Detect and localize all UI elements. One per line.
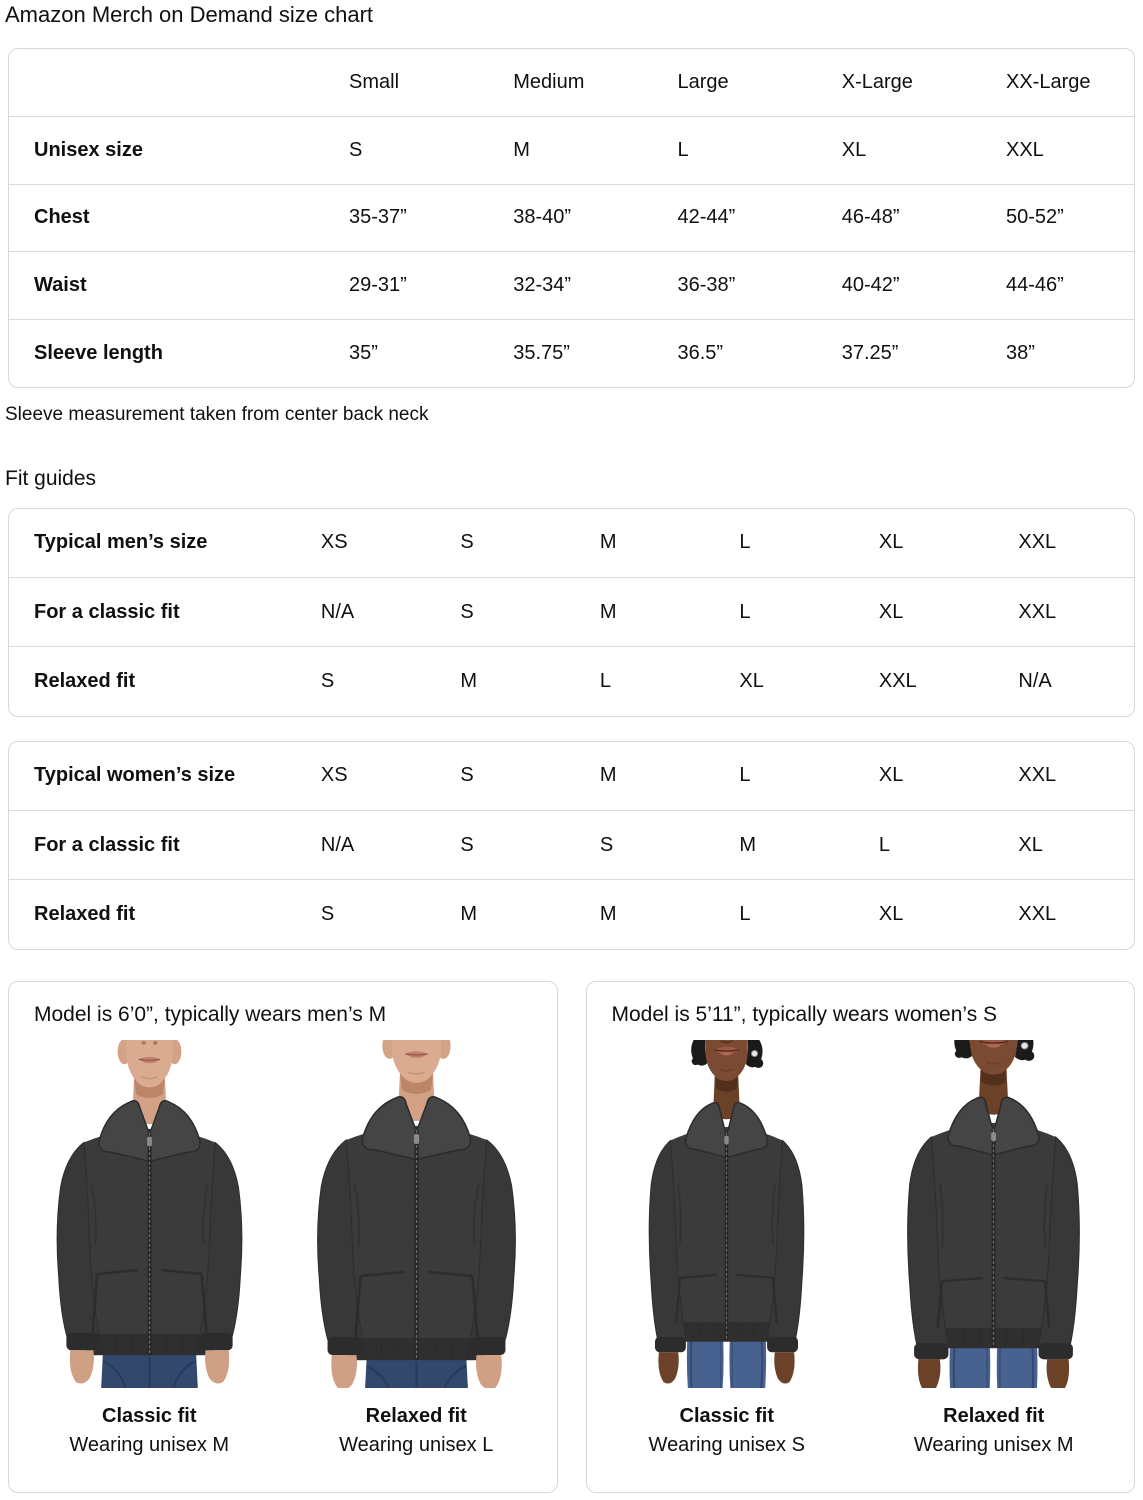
size-cell: S: [460, 764, 474, 787]
size-cell: XXL: [878, 669, 917, 692]
size-cell: L: [677, 138, 689, 161]
size-cell: XL: [878, 600, 904, 623]
measure-cell: 38-40”: [513, 206, 572, 229]
model-card-womens: [586, 981, 1136, 1493]
size-cell: XS: [320, 764, 348, 787]
womens-fit-table: [8, 741, 1135, 950]
page-title: Amazon Merch on Demand size chart: [5, 2, 374, 27]
fit-label: Relaxed fit: [943, 1404, 1045, 1427]
row-label: Relaxed fit: [34, 902, 136, 925]
measure-cell: 50-52”: [1006, 206, 1064, 229]
table-row-classic-fit: [9, 811, 1134, 880]
table-row-unisex-size: [9, 117, 1134, 185]
size-cell: S: [349, 138, 363, 161]
row-label: Relaxed fit: [34, 669, 136, 692]
model-photo-womens-classic: [610, 1040, 843, 1388]
measure-cell: 36-38”: [677, 273, 736, 296]
measure-cell: 35-37”: [349, 206, 407, 229]
size-cell: M: [599, 902, 617, 925]
row-label: Sleeve length: [34, 341, 163, 364]
sleeve-measurement-note: Sleeve measurement taken from center back neck: [5, 403, 429, 425]
measure-cell: 37.25”: [841, 341, 899, 364]
figure-mens-classic: [33, 1040, 266, 1457]
size-cell: XXL: [1018, 902, 1057, 925]
wearing-label: Wearing unisex M: [69, 1433, 230, 1456]
table-row-classic-fit: [9, 578, 1134, 647]
size-cell: S: [320, 669, 335, 692]
size-cell: S: [599, 833, 614, 856]
wearing-label: Wearing unisex S: [648, 1433, 805, 1456]
row-label: Waist: [34, 273, 87, 296]
row-label: For a classic fit: [34, 600, 180, 623]
size-cell: XS: [320, 531, 348, 554]
fit-label: Relaxed fit: [365, 1404, 467, 1427]
figure-womens-relaxed: [877, 1040, 1110, 1457]
size-cell: XL: [878, 902, 904, 925]
size-cell: L: [599, 669, 611, 692]
figure-mens-relaxed: [300, 1040, 533, 1457]
model-fit-cards: [8, 981, 1135, 1493]
size-cell: L: [739, 902, 751, 925]
size-cell: XXL: [1006, 138, 1044, 161]
measure-cell: 44-46”: [1006, 273, 1064, 296]
measure-cell: 36.5”: [677, 341, 724, 364]
size-cell: M: [460, 669, 478, 692]
model-photo-mens-classic: [33, 1040, 266, 1388]
table-row-relaxed-fit: [9, 647, 1134, 716]
table-row-relaxed-fit: [9, 880, 1134, 949]
column-header-medium: Medium: [513, 71, 585, 93]
size-cell: XL: [878, 531, 904, 554]
female-model-illustration: [877, 1040, 1110, 1388]
size-cell: M: [599, 600, 617, 623]
size-cell: N/A: [320, 600, 355, 623]
measure-cell: 35.75”: [513, 341, 570, 364]
wearing-label: Wearing unisex M: [913, 1433, 1074, 1456]
size-cell: M: [599, 764, 617, 787]
mens-fit-table: [8, 508, 1135, 717]
measure-cell: 42-44”: [677, 206, 736, 229]
size-cell: L: [739, 764, 751, 787]
size-cell: XXL: [1018, 531, 1057, 554]
column-header-xlarge: X-Large: [841, 71, 913, 93]
fit-label: Classic fit: [102, 1404, 197, 1427]
row-label: Chest: [34, 206, 90, 229]
measure-cell: 40-42”: [841, 273, 900, 296]
size-chart-table: [8, 48, 1135, 388]
column-header-large: Large: [677, 71, 729, 93]
size-cell: XXL: [1018, 600, 1057, 623]
measure-cell: 32-34”: [513, 273, 572, 296]
table-row-sleeve-length: [9, 319, 1134, 387]
row-label: For a classic fit: [34, 833, 180, 856]
model-card-title: Model is 5’11”, typically wears women’s S: [611, 1002, 998, 1026]
measure-cell: 38”: [1006, 341, 1035, 364]
fit-guides-heading: Fit guides: [5, 466, 97, 490]
size-cell: M: [739, 833, 757, 856]
size-cell: S: [320, 902, 335, 925]
size-cell: XL: [841, 138, 867, 161]
table-row-typical-mens-size: [9, 509, 1134, 578]
row-label: Unisex size: [34, 138, 143, 161]
size-cell: L: [878, 833, 890, 856]
size-cell: N/A: [320, 833, 355, 856]
size-cell: S: [460, 833, 474, 856]
measure-cell: 35”: [349, 341, 378, 364]
size-cell: XXL: [1018, 764, 1057, 787]
male-model-illustration: [33, 1040, 266, 1388]
model-card-title: Model is 6’0”, typically wears men’s M: [34, 1002, 387, 1026]
size-cell: S: [460, 531, 474, 554]
size-cell: XL: [739, 669, 764, 692]
female-model-illustration: [610, 1040, 843, 1388]
table-row-chest: [9, 184, 1134, 252]
column-header-xxlarge: XX-Large: [1006, 71, 1091, 93]
measure-cell: 46-48”: [841, 206, 900, 229]
size-cell: S: [460, 600, 474, 623]
table-row-typical-womens-size: [9, 742, 1134, 811]
size-cell: M: [513, 138, 530, 161]
size-cell: XL: [1018, 833, 1043, 856]
measure-cell: 29-31”: [349, 273, 407, 296]
table-row-waist: [9, 252, 1134, 320]
row-label: Typical men’s size: [34, 531, 208, 554]
size-cell: L: [739, 600, 751, 623]
size-cell: M: [599, 531, 617, 554]
size-chart-header-row: [9, 49, 1134, 117]
wearing-label: Wearing unisex L: [339, 1433, 494, 1456]
empty-header-cell: [9, 49, 324, 117]
column-header-small: Small: [349, 71, 400, 93]
figure-womens-classic: [610, 1040, 843, 1457]
model-card-mens: [8, 981, 558, 1493]
model-photo-womens-relaxed: [877, 1040, 1110, 1388]
size-cell: M: [460, 902, 478, 925]
fit-label: Classic fit: [679, 1404, 774, 1427]
size-cell: XL: [878, 764, 904, 787]
male-model-illustration: [300, 1040, 533, 1388]
size-cell: L: [739, 531, 751, 554]
model-photo-mens-relaxed: [300, 1040, 533, 1388]
size-cell: N/A: [1018, 669, 1052, 692]
row-label: Typical women’s size: [34, 764, 236, 787]
